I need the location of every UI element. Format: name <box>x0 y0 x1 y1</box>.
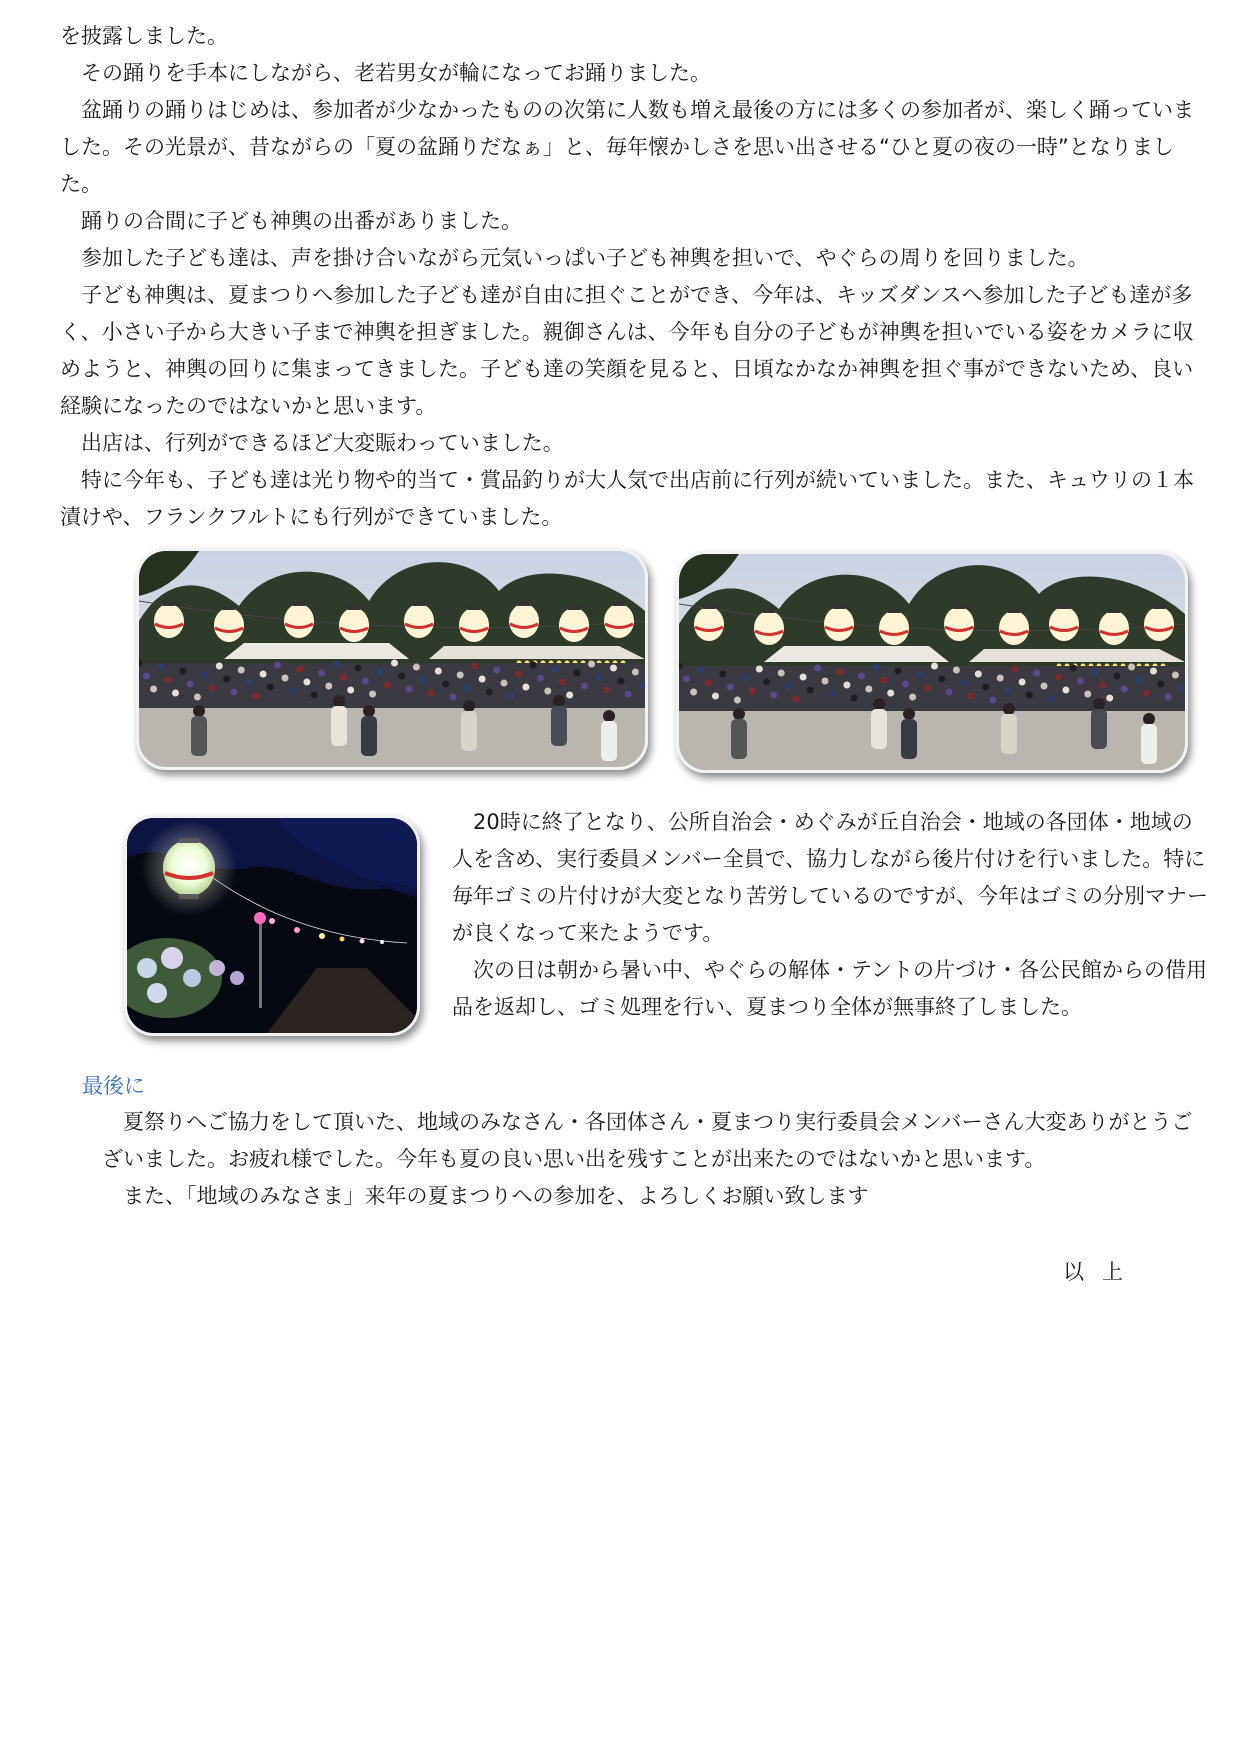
festival-crowd-photo-1 <box>136 548 648 770</box>
paragraph: を披露しました。 <box>60 24 228 48</box>
night-lanterns-photo <box>124 815 420 1036</box>
paragraph: 踊りの合間に子ども神輿の出番がありました。 <box>81 209 522 233</box>
paragraph: 参加した子ども達は、声を掛け合いながら元気いっぱい子ども神輿を担いで、やぐらの周りを回りました。 <box>81 246 1089 270</box>
festival-crowd-photo-2 <box>676 551 1188 773</box>
paragraph: 夏祭りへご協力をして頂いた、地域のみなさん・各団体さん・夏まつり実行委員会メンバーさん大変ありがとうございました。お疲れ様でした。今年も夏の良い思い出を残すことが出来たのではないかと思います。 <box>102 1110 1193 1171</box>
paragraph: 20時に終了となり、公所自治会・めぐみが丘自治会・地域の各団体・地域の人を含め、実行委員メンバー全員で、協力しながら後片付けを行いました。特に毎年ゴミの片付けが大変となり苦労しているのですが、今年はゴミの分別マナーが良くなって来たようです。 <box>452 810 1208 945</box>
paragraph: また、「地域のみなさま」来年の夏まつりへの参加を、よろしくお願い致します <box>123 1184 869 1208</box>
photo-lanterns-crowd-icon <box>679 554 1185 770</box>
paragraph: 子ども神輿は、夏まつりへ参加した子ども達が自由に担ぐことができ、今年は、キッズダンスへ参加した子ども達が多く、小さい子から大きい子まで神輿を担ぎました。親御さんは、今年も自分の子どもが神輿を担いでいる姿をカメラに収めようと、神輿の回りに集まってきました。子ども達の笑顔を見ると、日頃なかなか神輿を担ぐ事ができないため、良い経験になったのではないかと思います。 <box>60 283 1194 418</box>
paragraph: 次の日は朝から暑い中、やぐらの解体・テントの片づけ・各公民館からの借用品を返却し、ゴミ処理を行い、夏まつり全体が無事終了しました。 <box>452 958 1207 1019</box>
paragraph: その踊りを手本にしながら、老若男女が輪になってお踊りました。 <box>81 61 711 85</box>
photo-night-lantern-icon <box>127 818 417 1033</box>
paragraph: 出店は、行列ができるほど大変賑わっていました。 <box>81 431 564 455</box>
end-mark: 以上 <box>1063 1260 1141 1284</box>
paragraph: 特に今年も、子ども達は光り物や的当て・賞品釣りが大人気で出店前に行列が続いていました。また、キュウリの１本漬けや、フランクフルトにも行列ができていました。 <box>60 468 1194 529</box>
photo-lanterns-crowd-icon <box>139 551 645 767</box>
section-heading: 最後に <box>82 1074 145 1098</box>
paragraph: 盆踊りの踊りはじめは、参加者が少なかったものの次第に人数も増え最後の方には多くの参加者が、楽しく踊っていました。その光景が、昔ながらの「夏の盆踊りだなぁ」と、毎年懐かしさを思い出させる“ひと夏の夜の一時”となりました。 <box>60 98 1194 196</box>
